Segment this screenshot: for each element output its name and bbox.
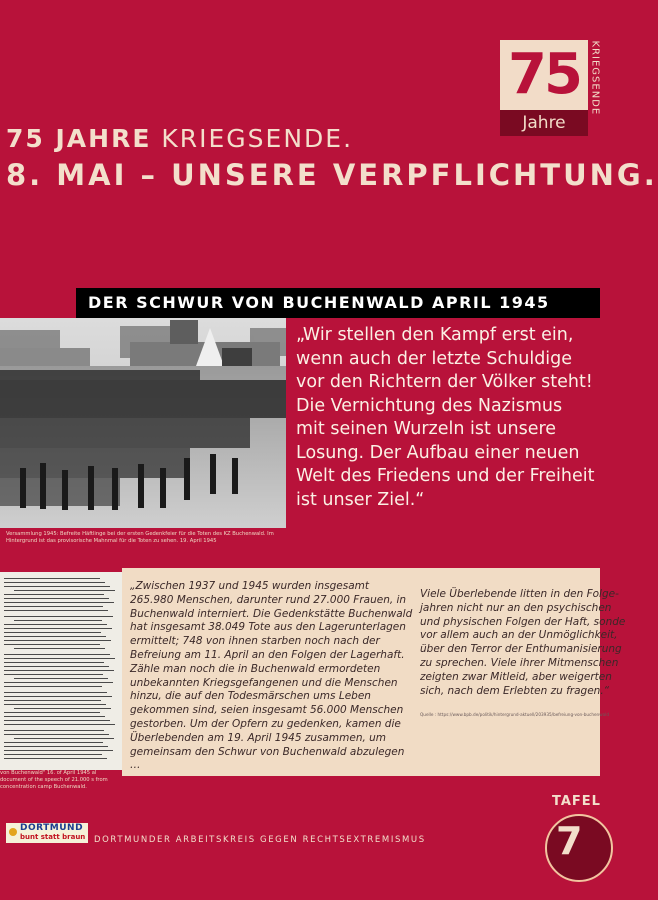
document-text-line — [4, 624, 107, 625]
document-text-line — [14, 590, 115, 591]
document-text-line — [4, 610, 108, 611]
oath-document-scan — [0, 572, 122, 770]
document-text-line — [4, 746, 108, 747]
logo-line-2: bunt statt braun — [20, 833, 86, 841]
info-text-left: „Zwischen 1937 und 1945 wurden insgesamt 265.980 Menschen, darunter rund 27.000 Frauen, in Buchenwald interniert. Die Gedenkstätte Buchenwald hat insgesamt 38.049 Tote aus den Lagerunterlagen ermittelt; 748 von ihnen starben noch nach der Befreiung am 11. April an den Folgen der Lagerhaft. Zähle man noch die in Buchenwald ermordeten unbekannten Kriegsgefangenen und die Menschen hinzu, die auf den Todesmärschen ums Leben gekommen sind, seien insgesamt 56.000 Menschen gestorben. Um der Opfern zu gedenken, kamen die Überlebenden am 19. April 1945 zusammen, um gemeinsam den Schwur von Buchenwald abzulegen … — [130, 580, 413, 772]
document-caption: von Buchenwald" 16. of April 1945 al document of the speech of 21.000 s from concentration camp Buchenwald. — [0, 770, 108, 790]
headline-line-1 — [6, 124, 353, 153]
anniversary-badge — [500, 40, 600, 136]
document-text-line — [4, 682, 113, 683]
badge-vertical-text — [586, 40, 600, 136]
document-text-line — [14, 648, 105, 649]
info-text-right-line: über den Terror der Enthumanisierung — [420, 643, 622, 656]
document-text-line — [4, 758, 107, 759]
source-link[interactable]: Quelle : https://www.bpb.de/politik/hintergrund-aktuell/203935/befreiung-von-buchenwald — [420, 712, 610, 717]
document-text-line — [4, 692, 107, 693]
badge-jahre: Jahre — [500, 110, 588, 136]
organization-name: DORTMUNDER ARBEITSKREIS GEGEN RECHTSEXTREMISMUS — [94, 835, 426, 845]
badge-number: 75 — [500, 40, 588, 110]
logo-line-1: DORTMUND — [20, 823, 84, 833]
document-text-line — [4, 700, 101, 701]
document-text-line — [4, 644, 100, 645]
document-text-line — [4, 636, 106, 637]
document-text-line — [4, 730, 104, 731]
photo-illustration — [0, 318, 286, 528]
document-text-line — [4, 686, 102, 687]
buchenwald-assembly-photo — [0, 318, 286, 528]
document-text-line — [4, 662, 104, 663]
document-text-line — [4, 598, 109, 599]
document-text-line — [4, 696, 112, 697]
section-banner-title: DER SCHWUR VON BUCHENWALD APRIL 1945 — [88, 293, 550, 312]
info-text-right-line: zeigten zwar Mitleid, aber weigerten — [420, 670, 612, 683]
info-text-right-line: jahren nicht nur an den psychischen — [420, 601, 612, 614]
headline-rest: KRIEGSENDE. — [151, 124, 354, 153]
info-text-right — [420, 588, 626, 698]
headline-bold: 75 JAHRE — [6, 124, 152, 153]
document-text-line — [4, 640, 111, 641]
document-text-line — [4, 654, 110, 655]
document-text-line — [14, 678, 108, 679]
info-text-right-line: und physischen Folgen der Haft, sonde — [420, 615, 626, 628]
info-text-right-line: zu sprechen. Viele ihrer Mitmenschen — [420, 656, 619, 669]
tafel-number: 7 — [556, 819, 583, 863]
document-text-line — [4, 670, 114, 671]
document-text-line — [14, 738, 114, 739]
info-text-right-line: sich, nach dem Erlebten zu fragen.“ — [420, 684, 610, 697]
document-text-line — [4, 674, 103, 675]
info-text-right-line: Viele Überlebende litten in den Folge- — [420, 588, 619, 600]
document-text-line — [14, 708, 111, 709]
oath-quote: „Wir stellen den Kampf erst ein, wenn auch der letzte Schuldige vor den Richtern der Völker steht! Die Vernichtung des Nazismus mit seinen Wurzeln ist unsere Losung. Der Aufbau einer neuen Welt des Friedens und der Freiheit ist unser Ziel.“ — [296, 325, 595, 510]
document-text-line — [4, 724, 115, 725]
tafel-label: TAFEL — [552, 794, 601, 809]
document-text-line — [4, 586, 110, 587]
document-text-line — [4, 628, 112, 629]
document-text-line — [4, 578, 100, 579]
document-text-line — [4, 716, 105, 717]
logo-sun-icon — [9, 828, 17, 836]
document-text-line — [4, 712, 100, 713]
info-text-right-line: vor allem auch an der Unmöglichkeit, — [420, 629, 618, 642]
document-text-line — [4, 616, 113, 617]
document-text-line — [4, 750, 113, 751]
document-text-line — [4, 582, 105, 583]
section-banner — [76, 288, 600, 318]
document-text-line — [4, 754, 102, 755]
document-text-line — [4, 658, 115, 659]
document-text-line — [4, 742, 103, 743]
document-text-line — [4, 704, 106, 705]
badge-vertical-label: KRIEGSENDE — [589, 40, 601, 116]
document-text-line — [4, 632, 101, 633]
photo-caption: Versammlung 1945: Befreite Häftlinge bei der ersten Gedenkfeier für die Toten des KZ Buchenwald. Im Hintergrund ist das provisorische Mahnmal für die Toten zu sehen. 19. April 1945 — [6, 531, 274, 544]
document-text-line — [4, 666, 109, 667]
document-text-line — [4, 594, 104, 595]
document-text-line — [4, 734, 109, 735]
dortmund-logo — [6, 823, 88, 843]
document-text-line — [4, 720, 110, 721]
document-text-line — [4, 606, 103, 607]
document-text-line — [4, 602, 114, 603]
document-text-line — [14, 620, 102, 621]
headline-line-2: 8. MAI – UNSERE VERPFLICHTUNG. — [6, 158, 658, 192]
